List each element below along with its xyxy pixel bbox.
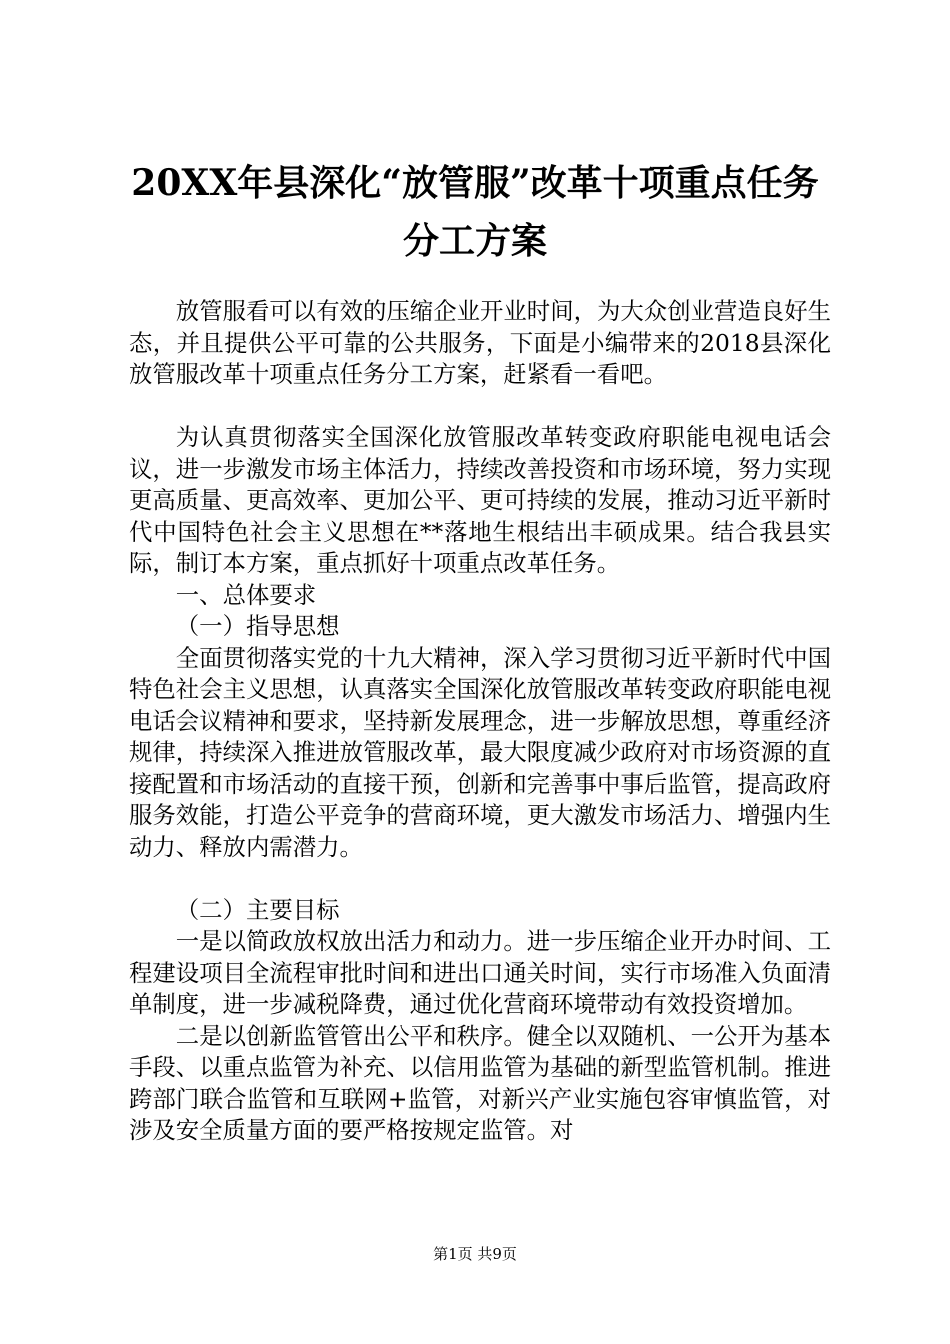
goal-paragraph: 一是以简政放权放出活力和动力。进一步压缩企业开办时间、工程建设项目全流程审批时间和进出口通关时间，实行市场准入负面清单制度，进一步减税降费，通过优化营商环境带动有效投资增加。	[129, 927, 831, 1018]
guiding-thought-paragraph: 全面贯彻落实党的十九大精神，深入学习贯彻习近平新时代中国特色社会主义思想，认真落实全国深化放管服改革转变政府职能电视电话会议精神和要求，坚持新发展理念，进一步解放思想，尊重经济规律，持续深入推进放管服改革，最大限度减少政府对市场资源的直接配置和市场活动的直接干预，创新和完善事中事后监管，提高政府服务效能，打造公平竞争的营商环境，更大激发市场活力、增强内生动力、释放内需潜力。	[129, 643, 831, 861]
section-heading: 一、总体要求	[175, 580, 317, 609]
document-title-line2: 分工方案	[402, 220, 547, 262]
subsection-heading: （一）指导思想	[175, 612, 340, 640]
background-paragraph: 为认真贯彻落实全国深化放管服改革转变政府职能电视电话会议，进一步激发市场主体活力，持续改善投资和市场环境，努力实现更高质量、更高效率、更加公平、更可持续的发展，推动习近平新时代中国特色社会主义思想在**落地生根结出丰硕成果。结合我县实际，制订本方案，重点抓好十项重点改革任务。	[129, 423, 831, 577]
intro-paragraph: 放管服看可以有效的压缩企业开业时间，为大众创业营造良好生态，并且提供公平可靠的公共服务，下面是小编带来的2018县深化放管服改革十项重点任务分工方案，赶紧看一看吧。	[129, 297, 831, 388]
document-body	[129, 296, 831, 1147]
goal-paragraph: 二是以创新监管管出公平和秩序。健全以双随机、一公开为基本手段、以重点监管为补充、以信用监管为基础的新型监管机制。推进跨部门联合监管和互联网+监管，对新兴产业实施包容审慎监管，对涉及安全质量方面的要严格按规定监管。对	[129, 1021, 831, 1144]
subsection-heading: （二）主要目标	[175, 895, 340, 924]
document-title-line1: 20XX年县深化“放管服”改革十项重点任务	[131, 162, 819, 204]
page-number-footer: 第1页 共9页	[433, 1245, 517, 1263]
